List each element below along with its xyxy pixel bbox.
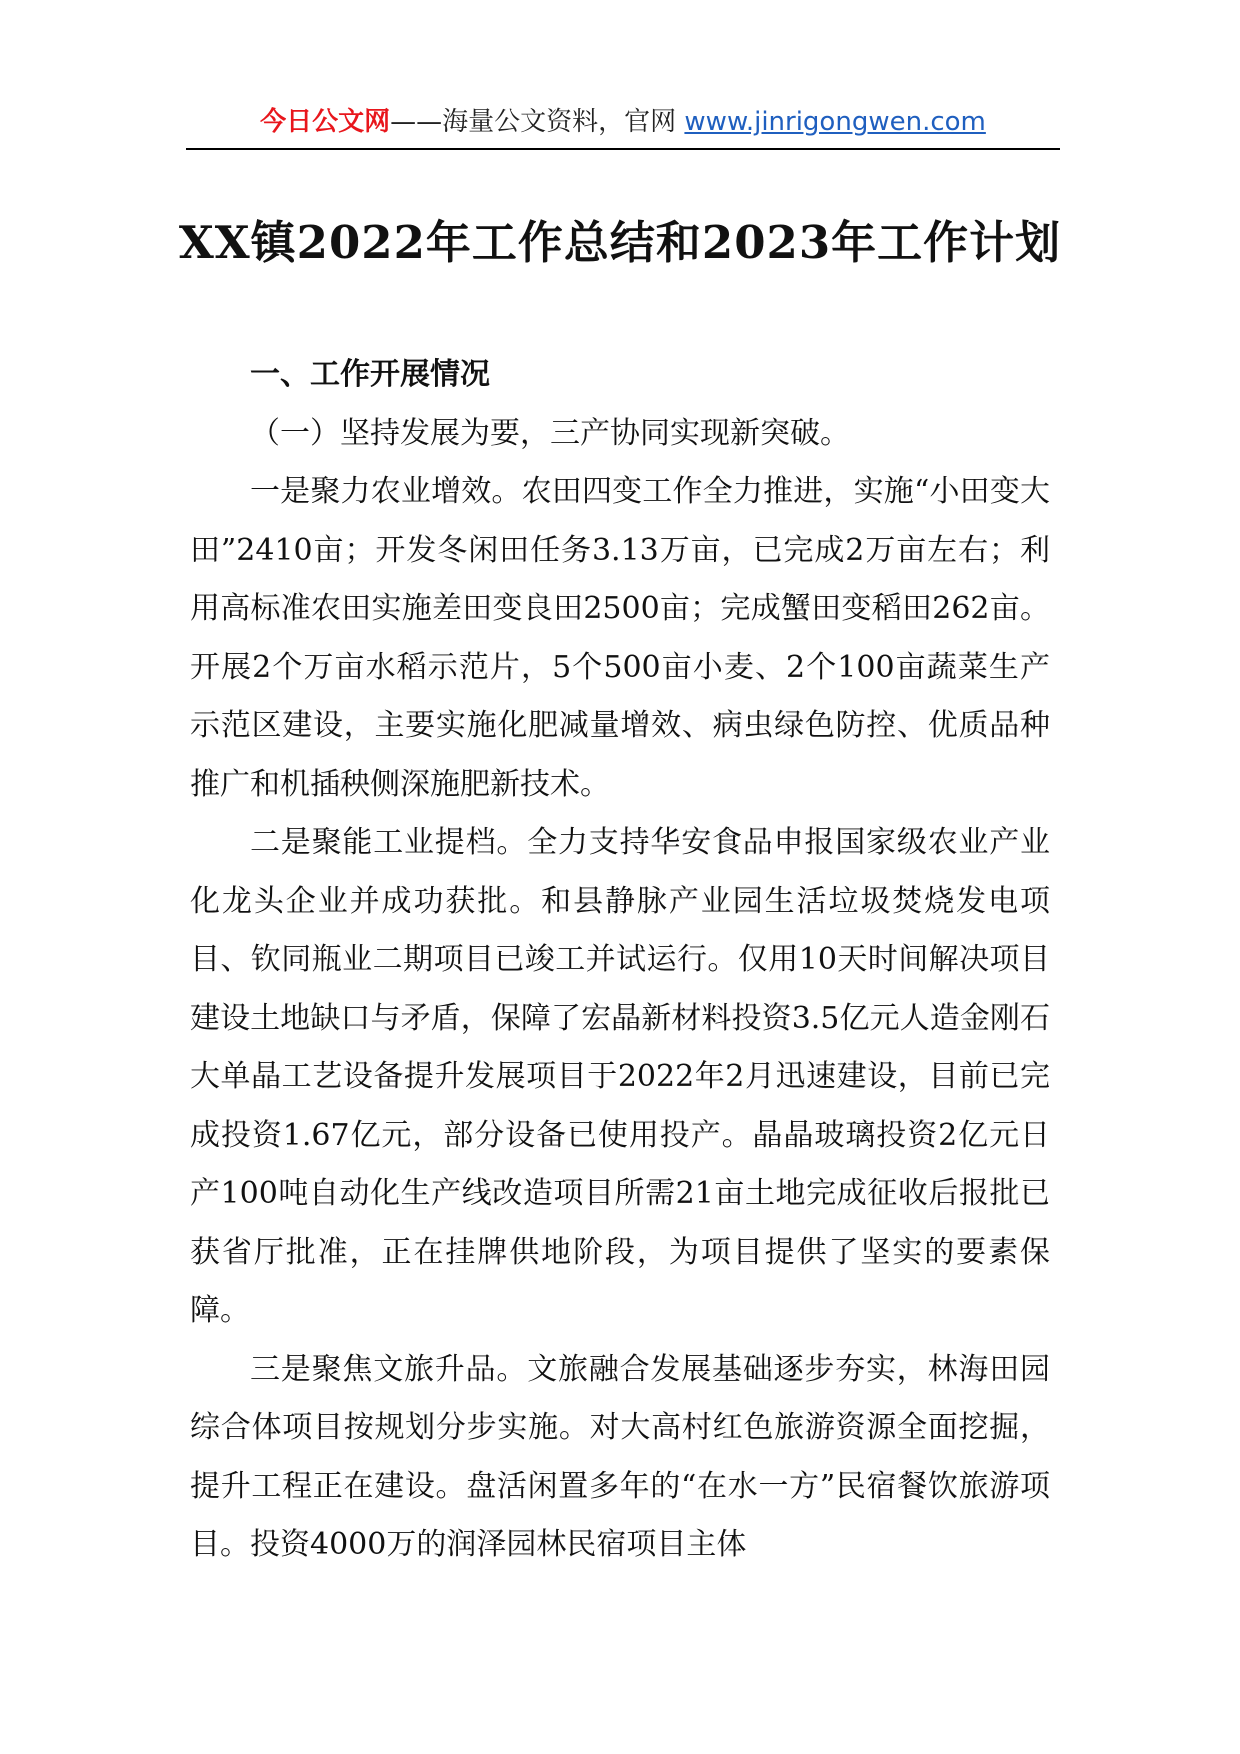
brand-name: 今日公文网 — [260, 107, 391, 137]
page-header — [186, 96, 1060, 150]
paragraph-industry: 二是聚能工业提档。全力支持华安食品申报国家级农业产业化龙头企业并成功获批。和县静脉产业园生活垃圾焚烧发电项目、钦同瓶业二期项目已竣工并试运行。仅用10天时间解决项目建设土地缺口与矛盾，保障了宏晶新材料投资3.5亿元人造金刚石大单晶工艺设备提升发展项目于2022年2月迅速建设，目前已完成投资1.67亿元，部分设备已使用投产。晶晶玻璃投资2亿元日产100吨自动化生产线改造项目所需21亩土地完成征收后报批已获省厅批准，正在挂牌供地阶段，为项目提供了坚实的要素保障。 — [190, 825, 1050, 1328]
section-heading: 一、工作开展情况 — [250, 357, 490, 392]
paragraph-agriculture: 一是聚力农业增效。农田四变工作全力推进，实施“小田变大田”2410亩；开发冬闲田任务3.13万亩，已完成2万亩左右；利用高标准农田实施差田变良田2500亩；完成蟹田变稻田262亩。开展2个万亩水稻示范片，5个500亩小麦、2个100亩蔬菜生产示范区建设，主要实施化肥减量增效、病虫绿色防控、优质品种推广和机插秧侧深施肥新技术。 — [190, 474, 1050, 802]
document-title: XX镇2022年工作总结和2023年工作计划 — [178, 216, 1062, 269]
document-body — [190, 346, 1050, 1575]
subsection-heading: （一）坚持发展为要，三产协同实现新突破。 — [250, 415, 850, 451]
website-link[interactable]: www.jinrigongwen.com — [684, 107, 986, 137]
paragraph-tourism: 三是聚焦文旅升品。文旅融合发展基础逐步夯实，林海田园综合体项目按规划分步实施。对大高村红色旅游资源全面挖掘，提升工程正在建设。盘活闲置多年的“在水一方”民宿餐饮旅游项目。投资4000万的润泽园林民宿项目主体 — [190, 1351, 1050, 1562]
header-tagline: ——海量公文资料，官网 — [390, 107, 685, 137]
